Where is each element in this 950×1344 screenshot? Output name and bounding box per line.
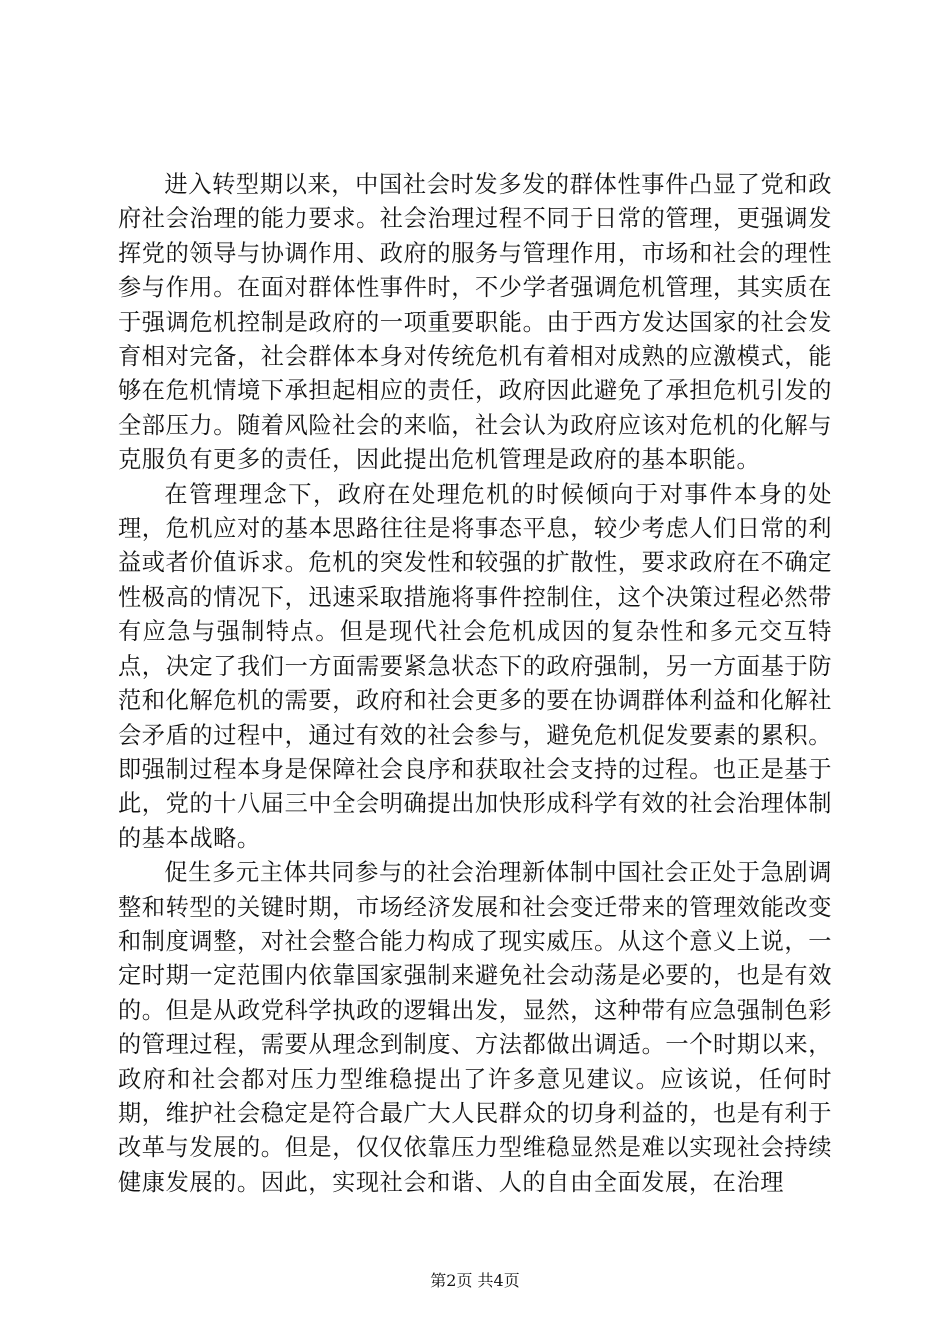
page-footer: 第2页 共4页 <box>430 1271 520 1290</box>
document-body <box>118 168 832 1200</box>
paragraph-3: 促生多元主体共同参与的社会治理新体制中国社会正处于急剧调整和转型的关键时期，市场经济发展和社会变迁带来的管理效能改变和制度调整，对社会整合能力构成了现实威压。从这个意义上说，一定时期一定范围内依靠国家强制来避免社会动荡是必要的，也是有效的。但是从政党科学执政的逻辑出发，显然，这种带有应急强制色彩的管理过程，需要从理念到制度、方法都做出调适。一个时期以来，政府和社会都对压力型维稳提出了许多意见建议。应该说，任何时期，维护社会稳定是符合最广大人民群众的切身利益的，也是有利于改革与发展的。但是，仅仅依靠压力型维稳显然是难以实现社会持续健康发展的。因此，实现社会和谐、人的自由全面发展，在治理 <box>118 859 832 1196</box>
paragraph-2: 在管理理念下，政府在处理危机的时候倾向于对事件本身的处理，危机应对的基本思路往往是将事态平息，较少考虑人们日常的利益或者价值诉求。危机的突发性和较强的扩散性，要求政府在不确定性极高的情况下，迅速采取措施将事件控制住，这个决策过程必然带有应急与强制特点。但是现代社会危机成因的复杂性和多元交互特点，决定了我们一方面需要紧急状态下的政府强制，另一方面基于防范和化解危机的需要，政府和社会更多的要在协调群体利益和化解社会矛盾的过程中，通过有效的社会参与，避免危机促发要素的累积。即强制过程本身是保障社会良序和获取社会支持的过程。也正是基于此，党的十八届三中全会明确提出加快形成科学有效的社会治理体制的基本战略。 <box>118 480 832 852</box>
paragraph-1: 进入转型期以来，中国社会时发多发的群体性事件凸显了党和政府社会治理的能力要求。社会治理过程不同于日常的管理，更强调发挥党的领导与协调作用、政府的服务与管理作用，市场和社会的理性参与作用。在面对群体性事件时，不少学者强调危机管理，其实质在于强调危机控制是政府的一项重要职能。由于西方发达国家的社会发育相对完备，社会群体本身对传统危机有着相对成熟的应激模式，能够在危机情境下承担起相应的责任，政府因此避免了承担危机引发的全部压力。随着风险社会的来临，社会认为政府应该对危机的化解与克服负有更多的责任，因此提出危机管理是政府的基本职能。 <box>118 171 832 474</box>
